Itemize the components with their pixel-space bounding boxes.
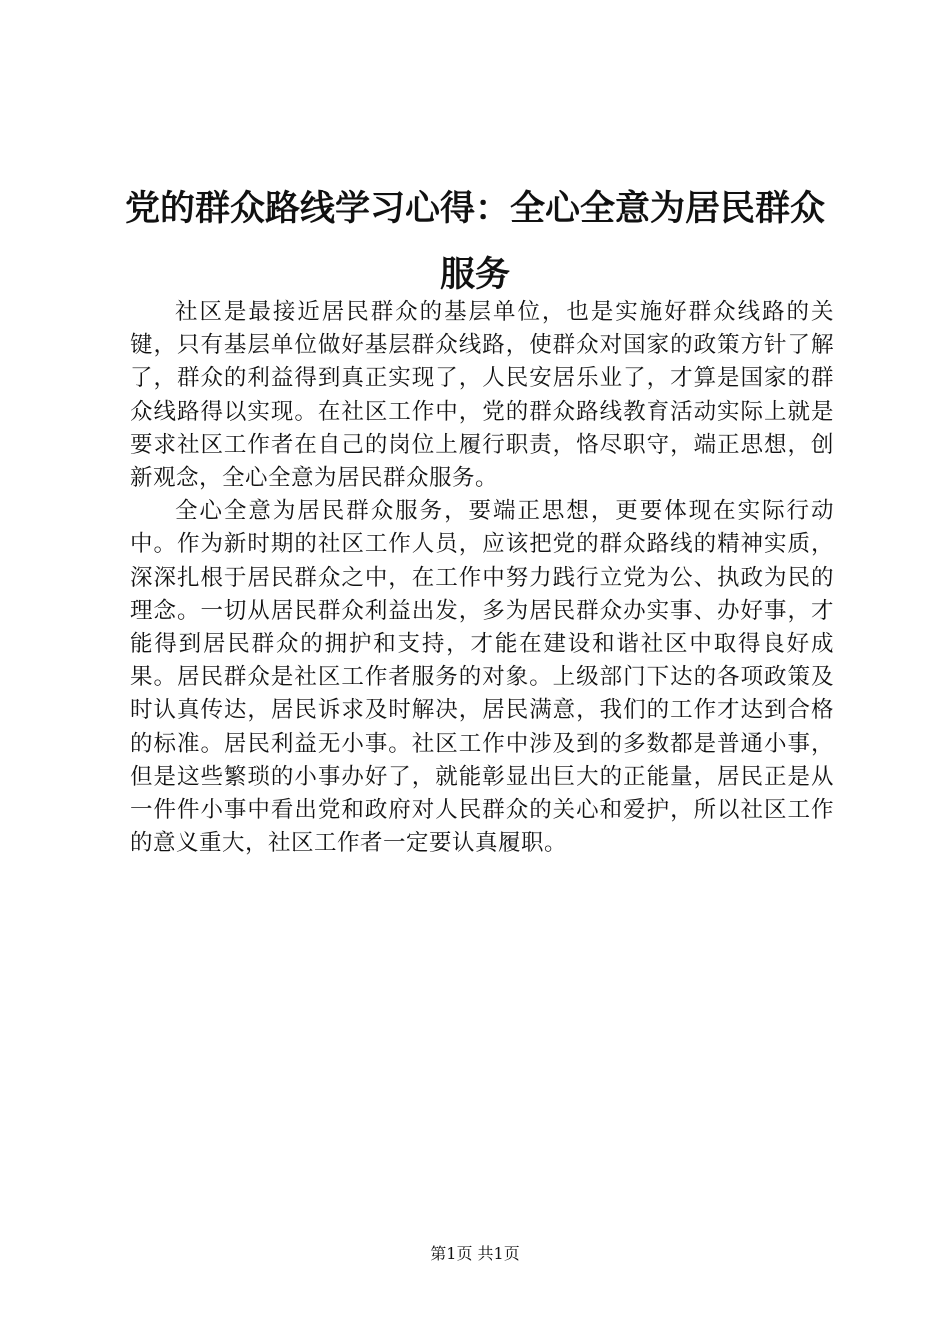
paragraph-1: 社区是最接近居民群众的基层单位，也是实施好群众线路的关键，只有基层单位做好基层群众线路，使群众对国家的政策方针了解了，群众的利益得到真正实现了，人民安居乐业了，才算是国家的群众线路得以实现。在社区工作中，党的群众路线教育活动实际上就是要求社区工作者在自己的岗位上履行职责，恪尽职守，端正思想，创新观念，全心全意为居民群众服务。 <box>130 299 834 492</box>
paragraph-2: 全心全意为居民群众服务，要端正思想，更要体现在实际行动中。作为新时期的社区工作人员，应该把党的群众路线的精神实质，深深扎根于居民群众之中，在工作中努力践行立党为公、执政为民的理念。一切从居民群众利益出发，多为居民群众办实事、办好事，才能得到居民群众的拥护和支持，才能在建设和谐社区中取得良好成果。居民群众是社区工作者服务的对象。上级部门下达的各项政策及时认真传达，居民诉求及时解决，居民满意，我们的工作才达到合格的标准。居民利益无小事。社区工作中涉及到的多数都是普通小事，但是这些繁琐的小事办好了，就能彰显出巨大的正能量，居民正是从一件件小事中看出党和政府对人民群众的关心和爱护，所以社区工作的意义重大，社区工作者一定要认真履职。 <box>130 498 834 857</box>
document-title: 党的群众路线学习心得：全心全意为居民群众服务 <box>124 188 825 295</box>
page-number-footer: 第1页 共1页 <box>430 1244 520 1263</box>
document-body <box>130 296 834 860</box>
